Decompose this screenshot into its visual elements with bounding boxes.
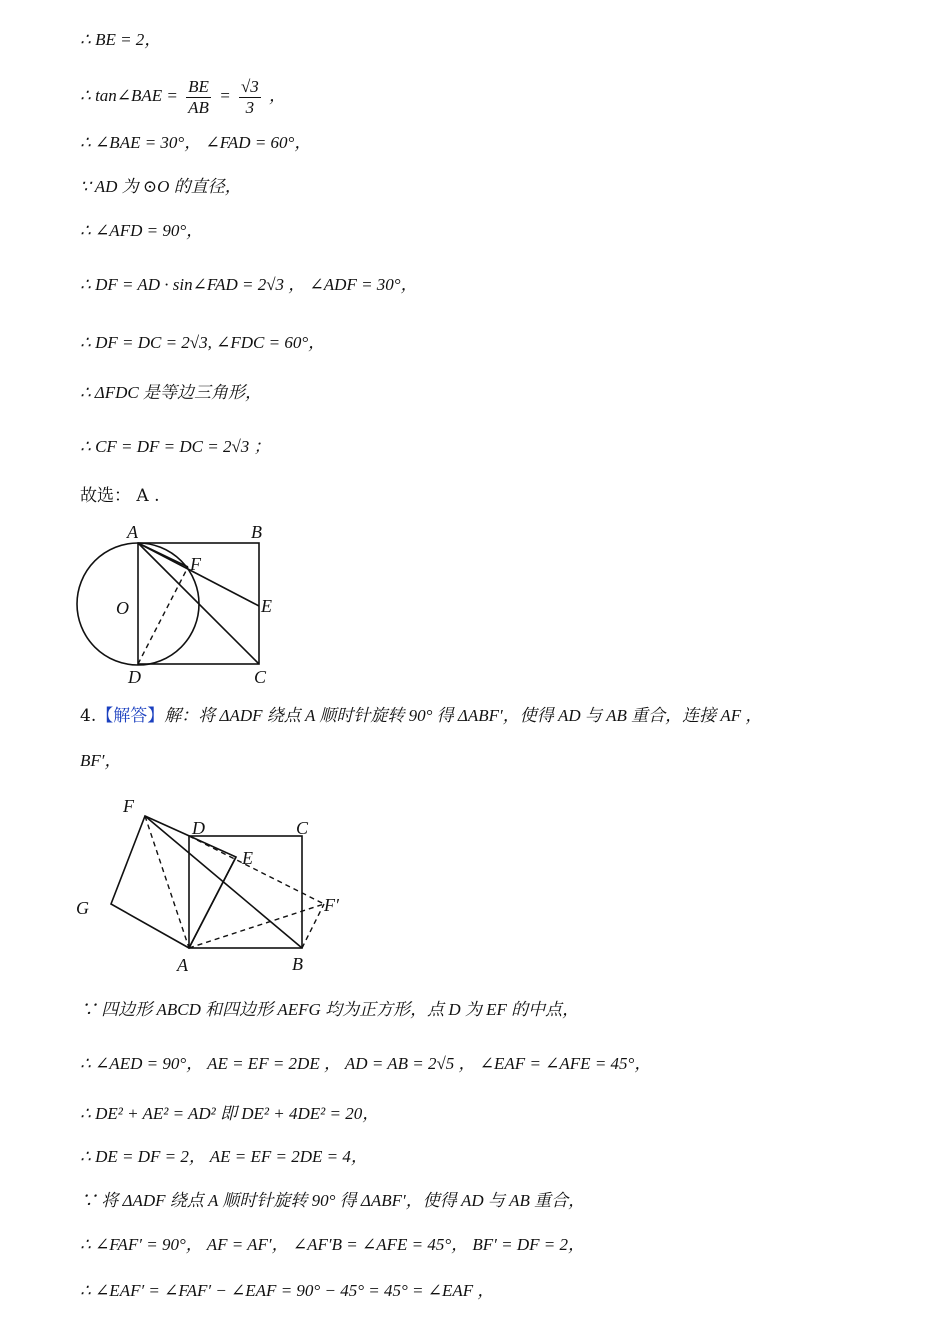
fraction-numerator: √3 xyxy=(240,76,259,96)
label-b: B xyxy=(251,522,262,542)
fraction-denominator: AB xyxy=(188,97,209,117)
label-c: C xyxy=(254,667,267,687)
label-d: D xyxy=(192,818,205,838)
segment-af xyxy=(138,543,188,567)
segment-bf-prime-dashed xyxy=(302,904,324,948)
label-e: E xyxy=(242,848,253,868)
line-pythagoras: ∴ DE² + AE² = AD² 即 DE² + 4DE² = 20， xyxy=(80,1104,380,1123)
comma: ， xyxy=(269,86,287,105)
line-faf: ∴ ∠FAF′ = 90°， AF = AF′， ∠AF′B = ∠AFE = 45°， BF′ = DF = 2， xyxy=(80,1235,585,1254)
line-diameter: ∵ AD 为 ⊙O 的直径， xyxy=(80,177,242,196)
line-squares: ∵ 四边形 ABCD 和四边形 AEFG 均为正方形，点 D 为 EF 的中点， xyxy=(80,1000,580,1019)
line-rotate: ∵ 将 ΔADF 绕点 A 顺时针旋转 90° 得 ΔABF′，使得 AD 与 AB 重合， xyxy=(80,1191,586,1210)
line-eaf: ∴ ∠EAF′ = ∠FAF′ − ∠EAF = 90° − 45° = 45° = ∠EAF ， xyxy=(80,1281,495,1300)
line-df-dc: ∴ DF = DC = 2√3, ∠FDC = 60°， xyxy=(80,333,326,352)
line-cf: ∴ CF = DF = DC = 2√3 ； xyxy=(80,437,271,456)
label-a: A xyxy=(127,522,138,542)
label-f: F xyxy=(190,554,201,574)
label-o: O xyxy=(116,598,129,618)
line-be: ∴ BE = 2， xyxy=(80,30,162,49)
fraction-be-ab xyxy=(186,77,211,118)
equals-sign: = xyxy=(219,86,231,105)
line-tan xyxy=(80,72,286,120)
question-number: 4. xyxy=(80,706,97,726)
fraction-denominator: 3 xyxy=(245,97,255,117)
segment-ae xyxy=(189,857,236,948)
line-answer: 故选： A . xyxy=(80,486,160,506)
question-4-line1 xyxy=(80,704,762,728)
label-b: B xyxy=(292,954,303,974)
label-d: D xyxy=(128,667,141,687)
tan-lhs: ∴ tan∠BAE = xyxy=(80,86,178,105)
figure-circle-square xyxy=(70,520,300,690)
label-c: C xyxy=(296,818,309,838)
line-afd: ∴ ∠AFD = 90°， xyxy=(80,221,204,240)
figure-rotation xyxy=(70,790,360,985)
fraction-numerator: BE xyxy=(188,76,209,96)
line-aed: ∴ ∠AED = 90°， AE = EF = 2DE ， AD = AB = 2√5 ， ∠EAF = ∠AFE = 45°， xyxy=(80,1054,652,1073)
line-angles: ∴ ∠BAE = 30°， ∠FAD = 60°， xyxy=(80,133,312,152)
answer-label: 【解答】 xyxy=(96,706,165,726)
question-4-text: 解：将 ΔADF 绕点 A 顺时针旋转 90° 得 ΔABF′，使得 AD 与 AB 重合，连接 AF ， xyxy=(164,706,763,725)
label-a: A xyxy=(177,955,188,975)
label-g: G xyxy=(76,898,89,918)
label-f-prime: F′ xyxy=(324,895,339,915)
label-f: F xyxy=(123,796,134,816)
label-e: E xyxy=(261,596,272,616)
segment-fa-dashed xyxy=(145,816,189,948)
line-equilateral: ∴ ΔFDC 是等边三角形， xyxy=(80,383,262,402)
line-de-df: ∴ DE = DF = 2， AE = EF = 2DE = 4， xyxy=(80,1147,368,1166)
question-4-line2: BF′， xyxy=(80,751,122,770)
fraction-sqrt3-3 xyxy=(239,77,261,118)
line-df-sin: ∴ DF = AD · sin∠FAD = 2√3 ， ∠ADF = 30°， xyxy=(80,275,418,294)
segment-df-dashed xyxy=(138,567,188,664)
